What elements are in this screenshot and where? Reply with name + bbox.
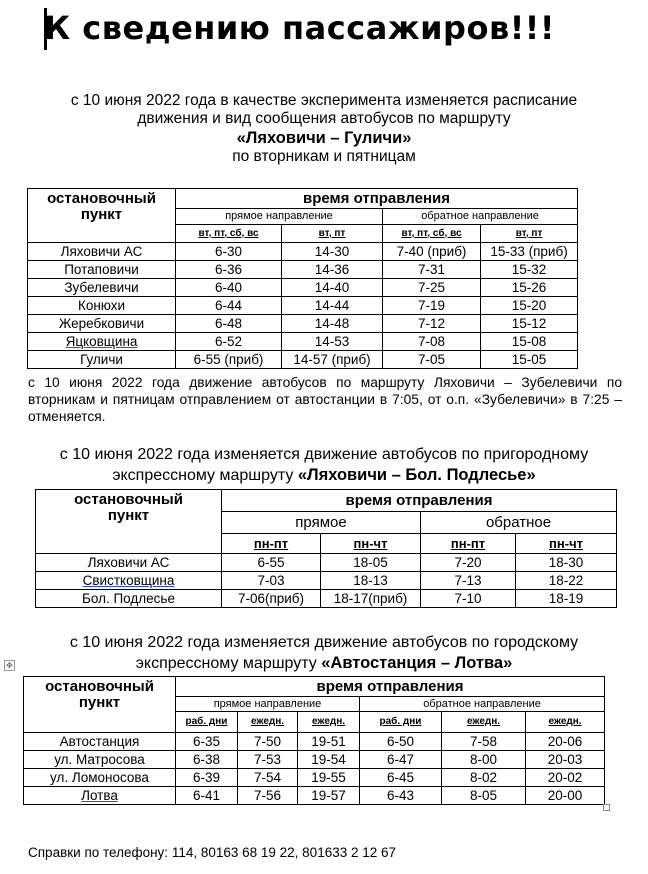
table3-forward-header: прямое направление <box>176 697 360 712</box>
table-row <box>28 279 578 297</box>
time-cell: 7-20 <box>421 554 516 572</box>
resize-handle-icon[interactable] <box>603 804 610 811</box>
table-row <box>24 769 605 787</box>
stop-name-text: Лотва <box>81 788 118 803</box>
table-row <box>36 554 617 572</box>
time-cell: 15-05 <box>481 351 578 369</box>
time-cell: 20-06 <box>526 733 605 751</box>
time-cell: 15-32 <box>481 261 578 279</box>
time-cell: 14-53 <box>282 333 383 351</box>
time-cell: 7-40 (приб) <box>383 243 481 261</box>
table2-days-col: пн-пт <box>421 534 516 554</box>
table-row <box>28 333 578 351</box>
table3-days-col: ежедн. <box>442 712 526 733</box>
cancellation-note: с 10 июня 2022 года движение автобусов по маршруту Ляховичи – Зубелевичи по вторникам и пятницам отправлением от автостанции в 7:05, от о.п. «Зубелевичи» в 7:25 – отменяется. <box>28 375 622 424</box>
time-cell: 18-30 <box>516 554 617 572</box>
stop-name: Ляховичи АС <box>36 554 222 572</box>
table3-days-col: раб. дни <box>176 712 238 733</box>
time-cell: 6-38 <box>176 751 238 769</box>
table2-days-col: пн-чт <box>516 534 617 554</box>
time-cell: 15-08 <box>481 333 578 351</box>
time-cell: 7-13 <box>421 572 516 590</box>
time-cell: 7-19 <box>383 297 481 315</box>
time-cell: 6-50 <box>360 733 442 751</box>
stop-name: ул. Ломоносова <box>24 769 176 787</box>
table2-backward-header: обратное <box>421 512 617 534</box>
time-cell: 18-17(приб) <box>321 590 421 608</box>
stop-name: Гуличи <box>28 351 176 369</box>
time-cell: 14-57 (приб) <box>282 351 383 369</box>
time-cell: 6-43 <box>360 787 442 805</box>
section1-intro-line1: с 10 июня 2022 года в качестве эксперимента изменяется расписание <box>70 92 578 109</box>
time-cell: 18-05 <box>321 554 421 572</box>
section1-heading <box>0 92 648 166</box>
time-cell: 18-13 <box>321 572 421 590</box>
table1-forward-header: прямое направление <box>176 209 383 225</box>
time-cell: 14-30 <box>282 243 383 261</box>
table3-days-col: раб. дни <box>360 712 442 733</box>
stop-name: Автостанция <box>24 733 176 751</box>
table-row <box>28 243 578 261</box>
time-cell: 20-02 <box>526 769 605 787</box>
section1-intro-line2: движения и вид сообщения автобусов по маршруту <box>137 110 511 127</box>
footer-phones: Справки по телефону: 114, 80163 68 19 22, 801633 2 12 67 <box>28 845 397 860</box>
time-cell: 14-36 <box>282 261 383 279</box>
time-cell: 19-57 <box>298 787 360 805</box>
section2-route: «Ляховичи – Бол. Подлесье» <box>297 466 536 484</box>
time-cell: 7-50 <box>238 733 298 751</box>
time-cell: 6-44 <box>176 297 282 315</box>
time-cell: 14-48 <box>282 315 383 333</box>
section3-heading <box>0 632 648 674</box>
stop-name: Зубелевичи <box>28 279 176 297</box>
time-cell: 6-41 <box>176 787 238 805</box>
table3-days-col: ежедн. <box>238 712 298 733</box>
time-cell: 7-56 <box>238 787 298 805</box>
stop-name: Потаповичи <box>28 261 176 279</box>
table-row <box>28 351 578 369</box>
table2-days-col: пн-пт <box>222 534 321 554</box>
table2-stop-header: остановочный пункт <box>36 490 222 554</box>
move-anchor-icon[interactable]: ✥ <box>4 660 15 671</box>
stop-name-text: Яцковщина <box>65 334 138 349</box>
time-cell: 7-10 <box>421 590 516 608</box>
table-row <box>24 787 605 805</box>
section1-route: «Ляховичи – Гуличи» <box>236 129 412 147</box>
time-cell: 18-22 <box>516 572 617 590</box>
time-cell: 7-25 <box>383 279 481 297</box>
schedule-table-lyakhovichi-podlesye <box>35 489 617 608</box>
schedule-table-lyakhovichi-gulichi <box>27 188 578 369</box>
time-cell: 15-33 (приб) <box>481 243 578 261</box>
table3-stop-header: остановочный пункт <box>24 677 176 733</box>
time-cell: 20-00 <box>526 787 605 805</box>
section1-days: по вторникам и пятницам <box>232 148 416 165</box>
time-cell: 15-26 <box>481 279 578 297</box>
time-cell: 6-40 <box>176 279 282 297</box>
time-cell: 6-55 (приб) <box>176 351 282 369</box>
stop-name: ул. Матросова <box>24 751 176 769</box>
time-cell: 19-51 <box>298 733 360 751</box>
time-cell: 18-19 <box>516 590 617 608</box>
section3-intro-line2-wrap <box>0 653 648 674</box>
stop-name: Ляховичи АС <box>28 243 176 261</box>
time-cell: 7-31 <box>383 261 481 279</box>
table2-days-col: пн-чт <box>321 534 421 554</box>
time-cell: 15-20 <box>481 297 578 315</box>
table1-days-col: вт, пт, сб, вс <box>176 225 282 243</box>
schedule-table-avtostantsiya-lotva <box>23 676 605 805</box>
time-cell: 19-55 <box>298 769 360 787</box>
time-cell: 6-45 <box>360 769 442 787</box>
section2-intro-line2-wrap <box>0 465 648 486</box>
table1-backward-header: обратное направление <box>383 209 578 225</box>
time-cell: 19-54 <box>298 751 360 769</box>
time-cell: 6-47 <box>360 751 442 769</box>
stop-name <box>36 572 222 590</box>
time-cell: 7-03 <box>222 572 321 590</box>
table2-forward-header: прямое <box>222 512 421 534</box>
time-cell: 20-03 <box>526 751 605 769</box>
table2-time-header: время отправления <box>222 490 617 512</box>
time-cell: 8-05 <box>442 787 526 805</box>
section2-heading <box>0 444 648 486</box>
section3-route: «Автостанция – Лотва» <box>321 654 513 672</box>
stop-name: Бол. Подлесье <box>36 590 222 608</box>
time-cell: 6-39 <box>176 769 238 787</box>
time-cell: 6-48 <box>176 315 282 333</box>
time-cell: 8-00 <box>442 751 526 769</box>
stop-name <box>24 787 176 805</box>
time-cell: 7-12 <box>383 315 481 333</box>
time-cell: 14-40 <box>282 279 383 297</box>
table1-days-col: вт, пт <box>282 225 383 243</box>
stop-name: Жеребковичи <box>28 315 176 333</box>
time-cell: 7-08 <box>383 333 481 351</box>
table3-backward-header: обратное направление <box>360 697 605 712</box>
time-cell: 7-05 <box>383 351 481 369</box>
table3-days-col: ежедн. <box>526 712 605 733</box>
time-cell: 6-30 <box>176 243 282 261</box>
time-cell: 8-02 <box>442 769 526 787</box>
time-cell: 15-12 <box>481 315 578 333</box>
time-cell: 7-53 <box>238 751 298 769</box>
time-cell: 6-55 <box>222 554 321 572</box>
time-cell: 14-44 <box>282 297 383 315</box>
time-cell: 7-58 <box>442 733 526 751</box>
table-row <box>24 733 605 751</box>
time-cell: 7-54 <box>238 769 298 787</box>
time-cell: 6-35 <box>176 733 238 751</box>
table-row <box>28 315 578 333</box>
section2-intro-line2: экспрессному маршруту <box>112 467 294 484</box>
table-row <box>28 297 578 315</box>
table-row <box>36 572 617 590</box>
table3-days-col: ежедн. <box>298 712 360 733</box>
stop-name: Конюхи <box>28 297 176 315</box>
time-cell: 7-06(приб) <box>222 590 321 608</box>
stop-name-text: Свистковщина <box>82 573 175 588</box>
time-cell: 6-36 <box>176 261 282 279</box>
table1-days-col: вт, пт, сб, вс <box>383 225 481 243</box>
table-row <box>24 751 605 769</box>
time-cell: 6-52 <box>176 333 282 351</box>
table1-stop-header: остановочный пункт <box>28 189 176 243</box>
page-title: К сведению пассажиров!!! <box>44 9 555 47</box>
table3-time-header: время отправления <box>176 677 605 697</box>
table1-days-col: вт, пт <box>481 225 578 243</box>
table-row <box>36 590 617 608</box>
section3-intro-line2: экспрессному маршруту <box>135 655 317 672</box>
section3-intro-line1: с 10 июня 2022 года изменяется движение автобусов по городскому <box>69 634 579 651</box>
section2-intro-line1: с 10 июня 2022 года изменяется движение автобусов по пригородному <box>59 446 589 463</box>
table-row <box>28 261 578 279</box>
stop-name <box>28 333 176 351</box>
table1-time-header: время отправления <box>176 189 578 209</box>
